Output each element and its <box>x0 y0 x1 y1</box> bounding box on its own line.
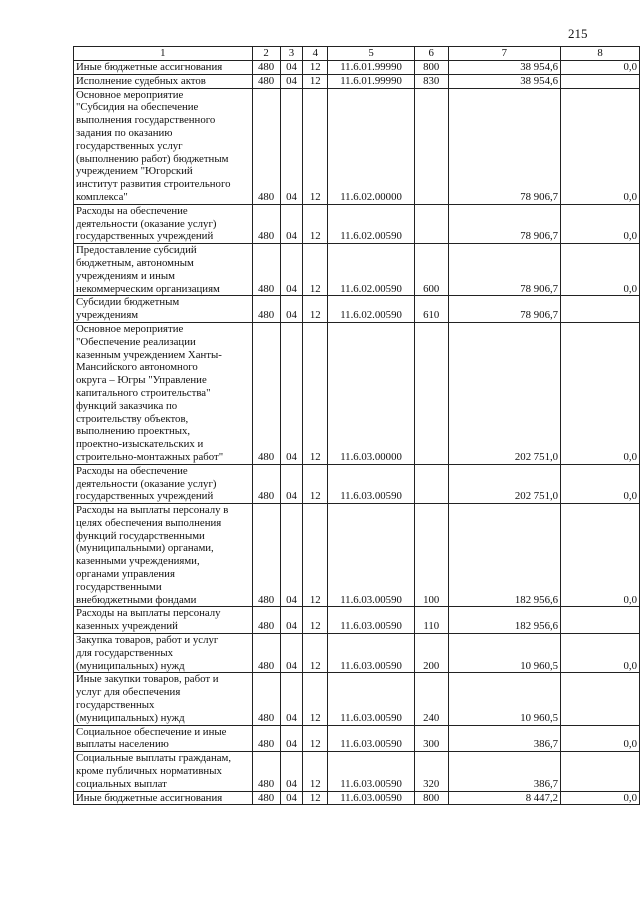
ved-code-cell: 480 <box>252 791 280 805</box>
section-cell: 04 <box>280 322 303 464</box>
amount-cell: 182 956,6 <box>448 504 560 607</box>
item-name-cell <box>74 607 253 634</box>
ved-code-cell: 480 <box>252 204 280 243</box>
target-article-cell: 11.6.03.00590 <box>328 634 415 673</box>
target-article-cell: 11.6.01.99990 <box>328 61 415 75</box>
expense-type-cell: 800 <box>414 61 448 75</box>
item-name-line: Предоставление субсидий <box>76 244 197 257</box>
target-article-cell: 11.6.03.00590 <box>328 464 415 503</box>
section-cell: 04 <box>280 634 303 673</box>
item-name-cell <box>74 725 253 752</box>
target-article-cell: 11.6.03.00590 <box>328 725 415 752</box>
ved-code-cell: 480 <box>252 244 280 296</box>
item-name-line: округа – Югры "Управление <box>76 374 207 387</box>
item-name-cell <box>74 634 253 673</box>
section-cell: 04 <box>280 74 303 88</box>
table-row <box>74 464 640 503</box>
subsection-cell: 12 <box>303 74 328 88</box>
subsection-cell: 12 <box>303 296 328 323</box>
expense-type-cell: 110 <box>414 607 448 634</box>
item-name-cell <box>74 504 253 607</box>
subsection-cell: 12 <box>303 725 328 752</box>
item-name-line: государственных учреждений <box>76 230 214 243</box>
item-name-line: Расходы на выплаты персоналу <box>76 607 221 620</box>
item-name-line: Основное мероприятие <box>76 88 184 101</box>
subsection-cell: 12 <box>303 752 328 791</box>
item-name-line: Иные бюджетные ассигнования <box>76 61 223 73</box>
header-col-2: 2 <box>252 47 280 61</box>
item-name-line: некоммерческим организациям <box>76 282 220 295</box>
item-name-line: Расходы на обеспечение <box>76 464 188 477</box>
item-name-line: Основное мероприятие <box>76 322 184 335</box>
budget-table <box>73 46 640 805</box>
item-name-cell <box>74 673 253 725</box>
item-name-line: деятельности (оказание услуг) <box>76 477 217 490</box>
header-col-7: 7 <box>448 47 560 61</box>
amount-cell: 10 960,5 <box>448 634 560 673</box>
header-row <box>74 47 640 61</box>
change-amount-cell <box>561 752 640 791</box>
page-number: 215 <box>568 26 588 41</box>
item-name-cell <box>74 204 253 243</box>
item-name-cell <box>74 752 253 791</box>
item-name-line: для государственных <box>76 646 173 659</box>
expense-type-cell: 320 <box>414 752 448 791</box>
item-name-line: учреждениям <box>76 309 139 322</box>
table-row <box>74 607 640 634</box>
change-amount-cell: 0,0 <box>561 322 640 464</box>
item-name-line: государственных <box>76 699 155 712</box>
section-cell: 04 <box>280 61 303 75</box>
target-article-cell: 11.6.03.00590 <box>328 607 415 634</box>
amount-cell: 202 751,0 <box>448 322 560 464</box>
target-article-cell: 11.6.03.00590 <box>328 791 415 805</box>
item-name-line: государственных услуг <box>76 139 183 152</box>
item-name-line: проектно-изыскательских и <box>76 438 204 451</box>
section-cell: 04 <box>280 504 303 607</box>
item-name-cell <box>74 88 253 204</box>
change-amount-cell <box>561 607 640 634</box>
item-name-line: целях обеспечения выполнения <box>76 516 222 529</box>
change-amount-cell: 0,0 <box>561 88 640 204</box>
change-amount-cell: 0,0 <box>561 61 640 75</box>
table-row <box>74 752 640 791</box>
item-name-line: строительно-монтажных работ" <box>76 450 224 463</box>
item-name-line: Иные закупки товаров, работ и <box>76 673 219 686</box>
table-row <box>74 725 640 752</box>
expense-type-cell: 300 <box>414 725 448 752</box>
subsection-cell: 12 <box>303 88 328 204</box>
table-row <box>74 61 640 75</box>
amount-cell: 38 954,6 <box>448 61 560 75</box>
amount-cell: 182 956,6 <box>448 607 560 634</box>
section-cell: 04 <box>280 752 303 791</box>
item-name-line: казенными учреждениями, <box>76 555 200 568</box>
item-name-line: деятельности (оказание услуг) <box>76 217 217 230</box>
change-amount-cell: 0,0 <box>561 504 640 607</box>
section-cell: 04 <box>280 607 303 634</box>
item-name-line: (выполнению работ) бюджетным <box>76 152 229 165</box>
header-col-6: 6 <box>414 47 448 61</box>
table-row <box>74 791 640 805</box>
item-name-line: институт развития строительного <box>76 178 231 191</box>
item-name-line: государственных учреждений <box>76 490 214 503</box>
header-col-1: 1 <box>74 47 253 61</box>
item-name-line: (муниципальными) органами, <box>76 542 214 555</box>
change-amount-cell: 0,0 <box>561 634 640 673</box>
item-name-line: органами управления <box>76 568 175 581</box>
subsection-cell: 12 <box>303 634 328 673</box>
item-name-line: государственными <box>76 580 162 593</box>
subsection-cell: 12 <box>303 322 328 464</box>
amount-cell: 8 447,2 <box>448 791 560 805</box>
section-cell: 04 <box>280 673 303 725</box>
table-row <box>74 296 640 323</box>
change-amount-cell: 0,0 <box>561 244 640 296</box>
amount-cell: 386,7 <box>448 725 560 752</box>
expense-type-cell <box>414 88 448 204</box>
amount-cell: 10 960,5 <box>448 673 560 725</box>
ved-code-cell: 480 <box>252 88 280 204</box>
expense-type-cell: 240 <box>414 673 448 725</box>
change-amount-cell: 0,0 <box>561 464 640 503</box>
item-name-line: функций государственными <box>76 529 205 542</box>
item-name-line: капитального строительства" <box>76 386 211 399</box>
amount-cell: 78 906,7 <box>448 204 560 243</box>
ved-code-cell: 480 <box>252 634 280 673</box>
item-name-line: казенных учреждений <box>76 620 178 633</box>
item-name-line: "Субсидия на обеспечение <box>76 101 199 114</box>
item-name-line: выполнения государственного <box>76 114 216 127</box>
subsection-cell: 12 <box>303 673 328 725</box>
item-name-line: (муниципальных) нужд <box>76 711 185 724</box>
subsection-cell: 12 <box>303 204 328 243</box>
change-amount-cell <box>561 296 640 323</box>
amount-cell: 78 906,7 <box>448 296 560 323</box>
target-article-cell: 11.6.03.00590 <box>328 673 415 725</box>
ved-code-cell: 480 <box>252 725 280 752</box>
table-row <box>74 204 640 243</box>
expense-type-cell: 600 <box>414 244 448 296</box>
header-col-4: 4 <box>303 47 328 61</box>
item-name-line: строительству объектов, <box>76 412 189 425</box>
item-name-line: комплекса" <box>76 190 128 203</box>
change-amount-cell <box>561 74 640 88</box>
expense-type-cell: 610 <box>414 296 448 323</box>
table-row <box>74 504 640 607</box>
ved-code-cell: 480 <box>252 74 280 88</box>
section-cell: 04 <box>280 204 303 243</box>
section-cell: 04 <box>280 791 303 805</box>
subsection-cell: 12 <box>303 791 328 805</box>
subsection-cell: 12 <box>303 607 328 634</box>
section-cell: 04 <box>280 296 303 323</box>
target-article-cell: 11.6.02.00590 <box>328 244 415 296</box>
item-name-line: казенным учреждением Ханты- <box>76 348 222 361</box>
table-row <box>74 244 640 296</box>
amount-cell: 78 906,7 <box>448 244 560 296</box>
item-name-line: Исполнение судебных актов <box>76 74 206 87</box>
item-name-line: учреждениям и иным <box>76 269 175 282</box>
item-name-line: Мансийского автономного <box>76 361 198 374</box>
ved-code-cell: 480 <box>252 673 280 725</box>
item-name-cell <box>74 464 253 503</box>
target-article-cell: 11.6.03.00000 <box>328 322 415 464</box>
table-body <box>74 61 640 805</box>
amount-cell: 78 906,7 <box>448 88 560 204</box>
change-amount-cell <box>561 673 640 725</box>
target-article-cell: 11.6.02.00590 <box>328 204 415 243</box>
ved-code-cell: 480 <box>252 504 280 607</box>
item-name-cell <box>74 322 253 464</box>
item-name-cell <box>74 296 253 323</box>
amount-cell: 386,7 <box>448 752 560 791</box>
item-name-line: кроме публичных нормативных <box>76 765 222 778</box>
subsection-cell: 12 <box>303 61 328 75</box>
change-amount-cell: 0,0 <box>561 204 640 243</box>
amount-cell: 202 751,0 <box>448 464 560 503</box>
header-col-8: 8 <box>561 47 640 61</box>
expense-type-cell: 800 <box>414 791 448 805</box>
target-article-cell: 11.6.03.00590 <box>328 504 415 607</box>
item-name-line: (муниципальных) нужд <box>76 659 185 672</box>
target-article-cell: 11.6.02.00590 <box>328 296 415 323</box>
item-name-cell <box>74 791 253 805</box>
item-name-cell <box>74 61 253 75</box>
item-name-line: Социальное обеспечение и иные <box>76 725 227 738</box>
expense-type-cell <box>414 204 448 243</box>
ved-code-cell: 480 <box>252 607 280 634</box>
section-cell: 04 <box>280 464 303 503</box>
item-name-line: Расходы на выплаты персоналу в <box>76 504 229 517</box>
header-col-3: 3 <box>280 47 303 61</box>
item-name-line: задания по оказанию <box>76 126 173 139</box>
target-article-cell: 11.6.01.99990 <box>328 74 415 88</box>
subsection-cell: 12 <box>303 464 328 503</box>
subsection-cell: 12 <box>303 244 328 296</box>
item-name-cell <box>74 74 253 88</box>
ved-code-cell: 480 <box>252 464 280 503</box>
table-row <box>74 673 640 725</box>
item-name-line: Закупка товаров, работ и услуг <box>76 634 219 647</box>
amount-cell: 38 954,6 <box>448 74 560 88</box>
ved-code-cell: 480 <box>252 61 280 75</box>
table-row <box>74 88 640 204</box>
expense-type-cell: 830 <box>414 74 448 88</box>
item-name-line: бюджетным, автономным <box>76 256 194 269</box>
item-name-line: внебюджетными фондами <box>76 593 197 606</box>
table-row <box>74 634 640 673</box>
item-name-line: Иные бюджетные ассигнования <box>76 791 223 804</box>
header-col-5: 5 <box>328 47 415 61</box>
item-name-line: Социальные выплаты гражданам, <box>76 752 232 765</box>
item-name-line: социальных выплат <box>76 777 167 790</box>
item-name-line: функций заказчика по <box>76 399 178 412</box>
target-article-cell: 11.6.03.00590 <box>328 752 415 791</box>
item-name-line: Расходы на обеспечение <box>76 204 188 217</box>
table-row <box>74 74 640 88</box>
ved-code-cell: 480 <box>252 322 280 464</box>
item-name-line: учреждением "Югорский <box>76 165 193 178</box>
section-cell: 04 <box>280 725 303 752</box>
item-name-line: услуг для обеспечения <box>76 686 181 699</box>
target-article-cell: 11.6.02.00000 <box>328 88 415 204</box>
expense-type-cell: 100 <box>414 504 448 607</box>
item-name-cell <box>74 244 253 296</box>
item-name-line: Субсидии бюджетным <box>76 296 180 309</box>
expense-type-cell <box>414 464 448 503</box>
change-amount-cell: 0,0 <box>561 725 640 752</box>
ved-code-cell: 480 <box>252 296 280 323</box>
change-amount-cell: 0,0 <box>561 791 640 805</box>
subsection-cell: 12 <box>303 504 328 607</box>
section-cell: 04 <box>280 88 303 204</box>
section-cell: 04 <box>280 244 303 296</box>
item-name-line: выплаты населению <box>76 738 169 751</box>
item-name-line: выполнению проектных, <box>76 425 191 438</box>
table-row <box>74 322 640 464</box>
expense-type-cell <box>414 322 448 464</box>
ved-code-cell: 480 <box>252 752 280 791</box>
expense-type-cell: 200 <box>414 634 448 673</box>
item-name-line: "Обеспечение реализации <box>76 335 196 348</box>
